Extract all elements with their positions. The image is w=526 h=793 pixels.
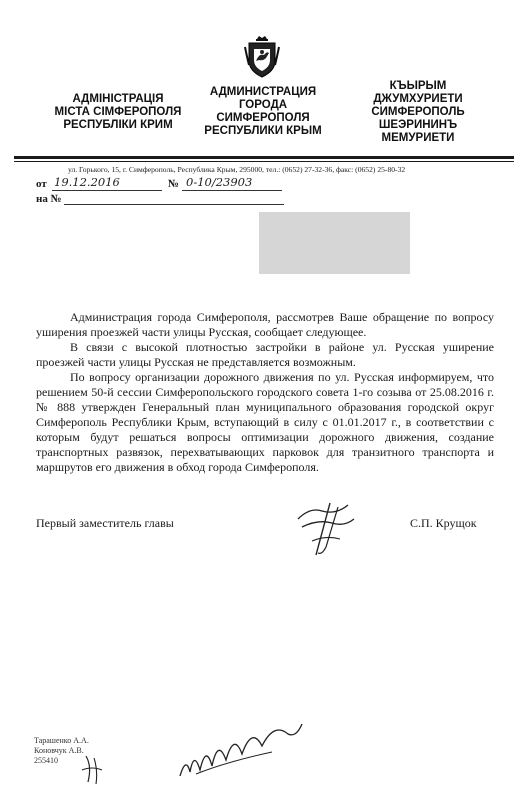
- header-rule-thick: [14, 156, 514, 159]
- header-rule-thin: [14, 161, 514, 162]
- number-underline: [182, 190, 282, 191]
- approval-signature: [176, 716, 306, 780]
- executor-line: Коновчук А.В.: [34, 746, 84, 755]
- executor-initials-mark: [78, 752, 108, 788]
- reference-underline: [64, 204, 284, 205]
- header-line: РЕСПУБЛИКИ КРЫМ: [204, 125, 322, 137]
- signer-name: С.П. Крущок: [410, 516, 477, 530]
- reference-label: на №: [36, 193, 62, 205]
- date-label: от: [36, 178, 47, 190]
- header-line: ДЖУМХУРИЕТИ: [373, 93, 463, 105]
- header-line: КЪЫРЫМ: [389, 80, 447, 92]
- header-line: ШЕЭРИНИНЪ: [378, 119, 458, 131]
- body-paragraph: Администрация города Симферополя, рассмотрев Ваше обращение по вопросу уширения проезжей части улицы Русская, сообщает следующее.: [36, 310, 494, 339]
- header-line: ГОРОДА: [238, 99, 288, 111]
- body-paragraph: В связи с высокой плотностью застройки в районе ул. Русская уширение проезжей части улицы Русская не представляется возможным.: [36, 340, 494, 369]
- redacted-addressee: [259, 212, 410, 274]
- executor-line: Тарашенко А.А.: [34, 736, 89, 745]
- organization-address: ул. Горького, 15, г. Симферополь, Республика Крым, 295000, тел.: (0652) 27-32-36, факс: (0652) 25-80-32: [68, 165, 406, 174]
- header-ukrainian: [38, 93, 198, 132]
- registration-date: 19.12.2016: [54, 175, 120, 189]
- header-line: РЕСПУБЛІКИ КРИМ: [63, 119, 173, 131]
- header-crimean-tatar: [343, 80, 493, 145]
- crimea-coat-of-arms-icon: [243, 35, 281, 79]
- registration-number: 0-10/23903: [186, 175, 253, 189]
- header-line: МІСТА СІМФЕРОПОЛЯ: [54, 106, 182, 118]
- header-russian: [188, 86, 338, 138]
- handwritten-signature: [292, 497, 362, 559]
- header-line: АДМИНИСТРАЦИЯ: [209, 86, 317, 98]
- signer-title: Первый заместитель главы: [36, 516, 174, 530]
- letter-body: [36, 310, 494, 475]
- date-underline: [52, 190, 162, 191]
- executor-line: 255410: [34, 756, 58, 765]
- header-line: АДМІНІСТРАЦІЯ: [72, 93, 164, 105]
- body-paragraph: По вопросу организации дорожного движения по ул. Русская информируем, что решением 50-й сессии Симферопольского городского совета 1-го созыва от 25.08.2016 г. № 888 утвержден Генеральный план муниципального образования городской округ Симферополь Республики Крым, вступающий в силу с 01.01.2017 г., в соответствии с которым будут решаться вопросы оптимизации дорожного движения, создание транспортных развязок, перехватывающих парковок для транзитного транспорта и маршрутов его движения в обход города Симферополя.: [36, 370, 494, 474]
- number-label: №: [168, 178, 180, 190]
- header-line: МЕМУРИЕТИ: [381, 132, 455, 144]
- header-line: СИМФЕРОПОЛЯ: [216, 112, 310, 124]
- header-line: СИМФЕРОПОЛЬ: [371, 106, 465, 118]
